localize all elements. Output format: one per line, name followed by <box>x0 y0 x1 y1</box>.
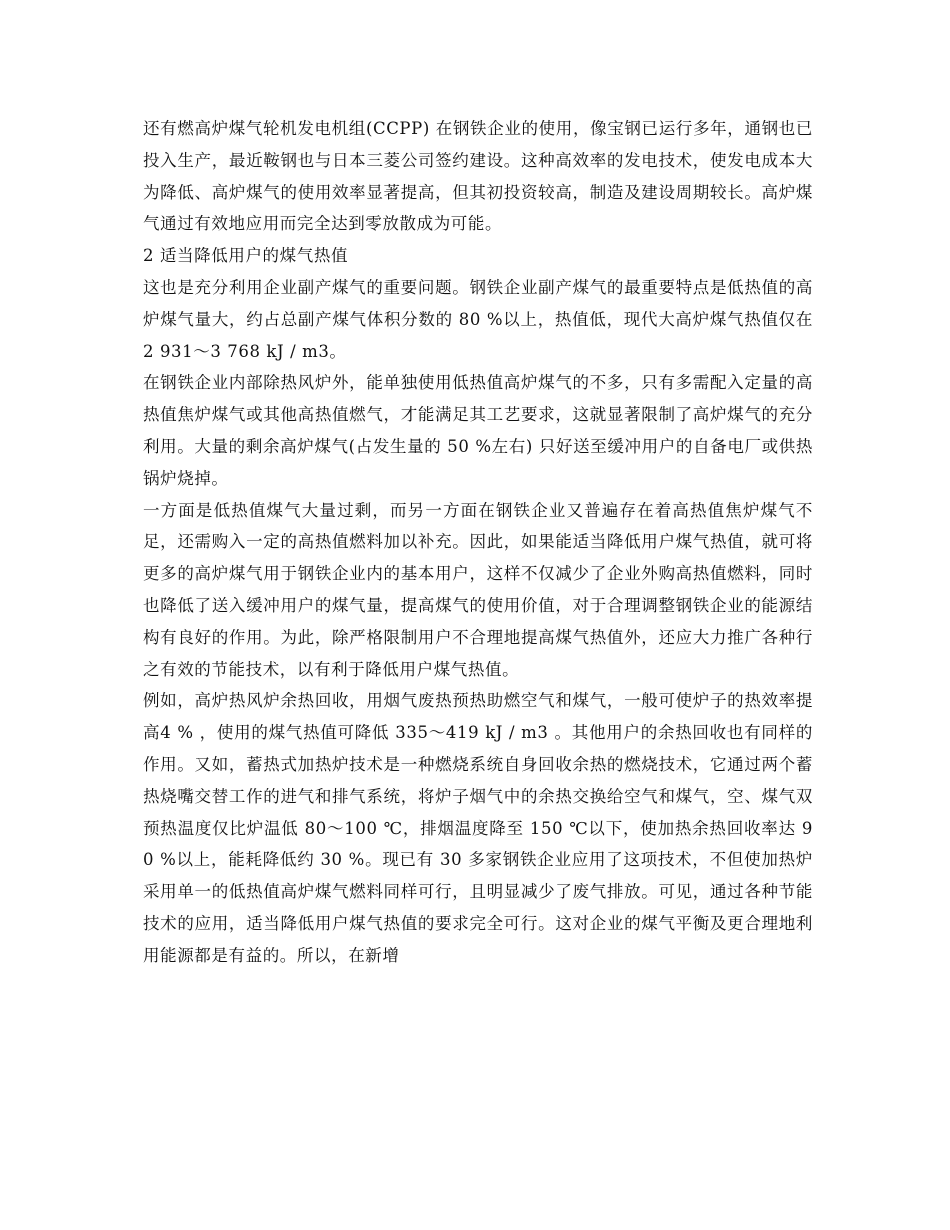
paragraph-ccpp: 还有燃高炉煤气轮机发电机组(CCPP) 在钢铁企业的使用，像宝钢已运行多年，通钢也已投入生产，最近鞍钢也与日本三菱公司签约建设。这种高效率的发电技术，使发电成本大为降低、高炉煤气的使用效率显著提高，但其初投资较高，制造及建设周期较长。高炉煤气通过有效地应用而完全达到零放散成为可能。 <box>143 119 813 234</box>
document-page <box>143 113 813 972</box>
paragraph-hot-blast: 在钢铁企业内部除热风炉外，能单独使用低热值高炉煤气的不多，只有多需配入定量的高热值焦炉煤气或其他高热值燃气，才能满足其工艺要求，这就显著限制了高炉煤气的充分利用。大量的剩余高炉煤气(占发生量的 50 %左右) 只好送至缓冲用户的自备电厂或供热锅炉烧掉。 <box>143 373 813 488</box>
section-heading: 2 适当降低用户的煤气热值 <box>143 246 349 266</box>
paragraph-example: 例如，高炉热风炉余热回收，用烟气废热预热助燃空气和煤气，一般可使炉子的热效率提高4 % ，使用的煤气热值可降低 335～419 kJ / m3 。其他用户的余热回收也有同样的作用。又如，蓄热式加热炉技术是一种燃烧系统自身回收余热的燃烧技术，它通过两个蓄热烧嘴交替工作的进气和排气系统，将炉子烟气中的余热交换给空气和煤气，空、煤气双预热温度仅比炉温低 80～100 ℃，排烟温度降至 150 ℃以下，使加热余热回收率达 90 %以上，能耗降低约 30 %。现已有 30 多家钢铁企业应用了这项技术，不但使加热炉采用单一的低热值高炉煤气燃料同样可行，且明显减少了废气排放。可见，通过各种节能技术的应用，适当降低用户煤气热值的要求完全可行。这对企业的煤气平衡及更合理地利用能源都是有益的。所以，在新增 <box>143 691 813 965</box>
paragraph-heat-value: 这也是充分利用企业副产煤气的重要问题。钢铁企业副产煤气的最重要特点是低热值的高炉煤气量大，约占总副产煤气体积分数的 80 %以上，热值低，现代大高炉煤气热值仅在2 931～3 768 kJ / m3。 <box>143 277 813 361</box>
paragraph-surplus: 一方面是低热值煤气大量过剩，而另一方面在钢铁企业又普遍存在着高热值焦炉煤气不足，还需购入一定的高热值燃料加以补充。因此，如果能适当降低用户煤气热值，就可将更多的高炉煤气用于钢铁企业内的基本用户，这样不仅减少了企业外购高热值燃料，同时也降低了送入缓冲用户的煤气量，提高煤气的使用价值，对于合理调整钢铁企业的能源结构有良好的作用。为此，除严格限制用户不合理地提高煤气热值外，还应大力推广各种行之有效的节能技术，以有利于降低用户煤气热值。 <box>143 500 813 679</box>
